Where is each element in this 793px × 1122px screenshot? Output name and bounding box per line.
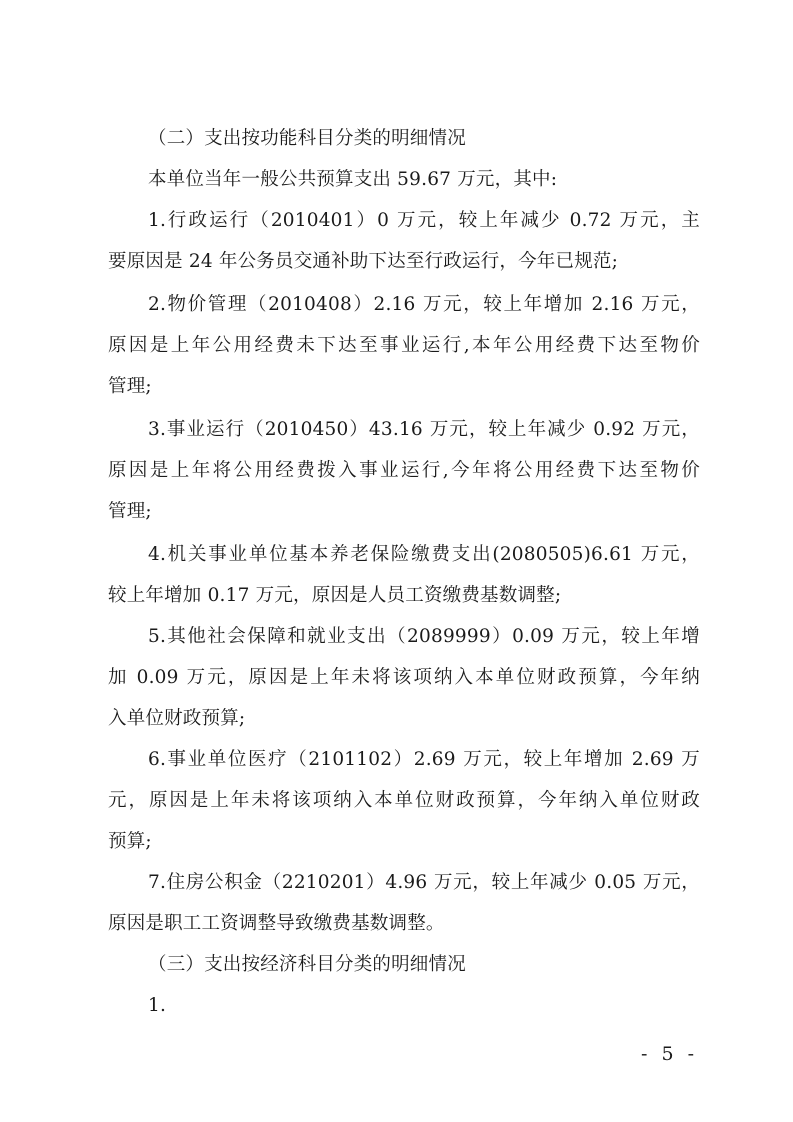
section-heading-economic: （三）支出按经济科目分类的明细情况 xyxy=(148,954,466,975)
item-institution-operation xyxy=(108,409,700,532)
intro-paragraph: 本单位当年一般公共预算支出 59.67 万元，其中: xyxy=(148,169,558,190)
item-line: 原因是上年将公用经费拨入事业运行,今年将公用经费下达至物价 xyxy=(108,460,700,481)
item-line: 4.机关事业单位基本养老保险缴费支出(2080505)6.61 万元， xyxy=(148,544,700,565)
economic-item-1: 1. xyxy=(148,995,167,1016)
item-line: 原因是职工工资调整导致缴费基数调整。 xyxy=(108,913,445,934)
item-line: 元，原因是上年未将该项纳入本单位财政预算，今年纳入单位财政 xyxy=(108,790,700,811)
item-line: 较上年增加 0.17 万元，原因是人员工资缴费基数调整; xyxy=(108,585,562,606)
item-line: 6.事业单位医疗（2101102）2.69 万元，较上年增加 2.69 万 xyxy=(148,749,700,770)
item-line: 3.事业运行（2010450）43.16 万元，较上年减少 0.92 万元， xyxy=(148,419,700,440)
item-line: 加 0.09 万元，原因是上年未将该项纳入本单位财政预算，今年纳 xyxy=(108,667,700,688)
item-other-social-security xyxy=(108,616,700,739)
item-price-management xyxy=(108,284,700,407)
item-line: 管理; xyxy=(108,376,152,397)
item-line: 1.行政运行（2010401）0 万元，较上年减少 0.72 万元，主 xyxy=(148,210,700,231)
page-number: - 5 - xyxy=(640,1043,698,1065)
item-institution-medical xyxy=(108,739,700,862)
item-administrative-operation xyxy=(108,200,700,282)
item-line: 预算; xyxy=(108,831,152,852)
item-pension-insurance xyxy=(108,534,700,616)
item-line: 入单位财政预算; xyxy=(108,708,246,729)
item-housing-fund xyxy=(108,862,700,944)
document-body xyxy=(108,118,700,1026)
item-line: 要原因是 24 年公务员交通补助下达至行政运行，今年已规范; xyxy=(108,251,619,272)
item-line: 7.住房公积金（2210201）4.96 万元，较上年减少 0.05 万元， xyxy=(148,872,700,893)
item-line: 2.物价管理（2010408）2.16 万元，较上年增加 2.16 万元， xyxy=(148,294,700,315)
item-line: 管理; xyxy=(108,501,152,522)
item-line: 原因是上年公用经费未下达至事业运行,本年公用经费下达至物价 xyxy=(108,335,700,356)
section-heading-functional: （二）支出按功能科目分类的明细情况 xyxy=(148,128,466,149)
item-line: 5.其他社会保障和就业支出（2089999）0.09 万元，较上年增 xyxy=(148,626,700,647)
